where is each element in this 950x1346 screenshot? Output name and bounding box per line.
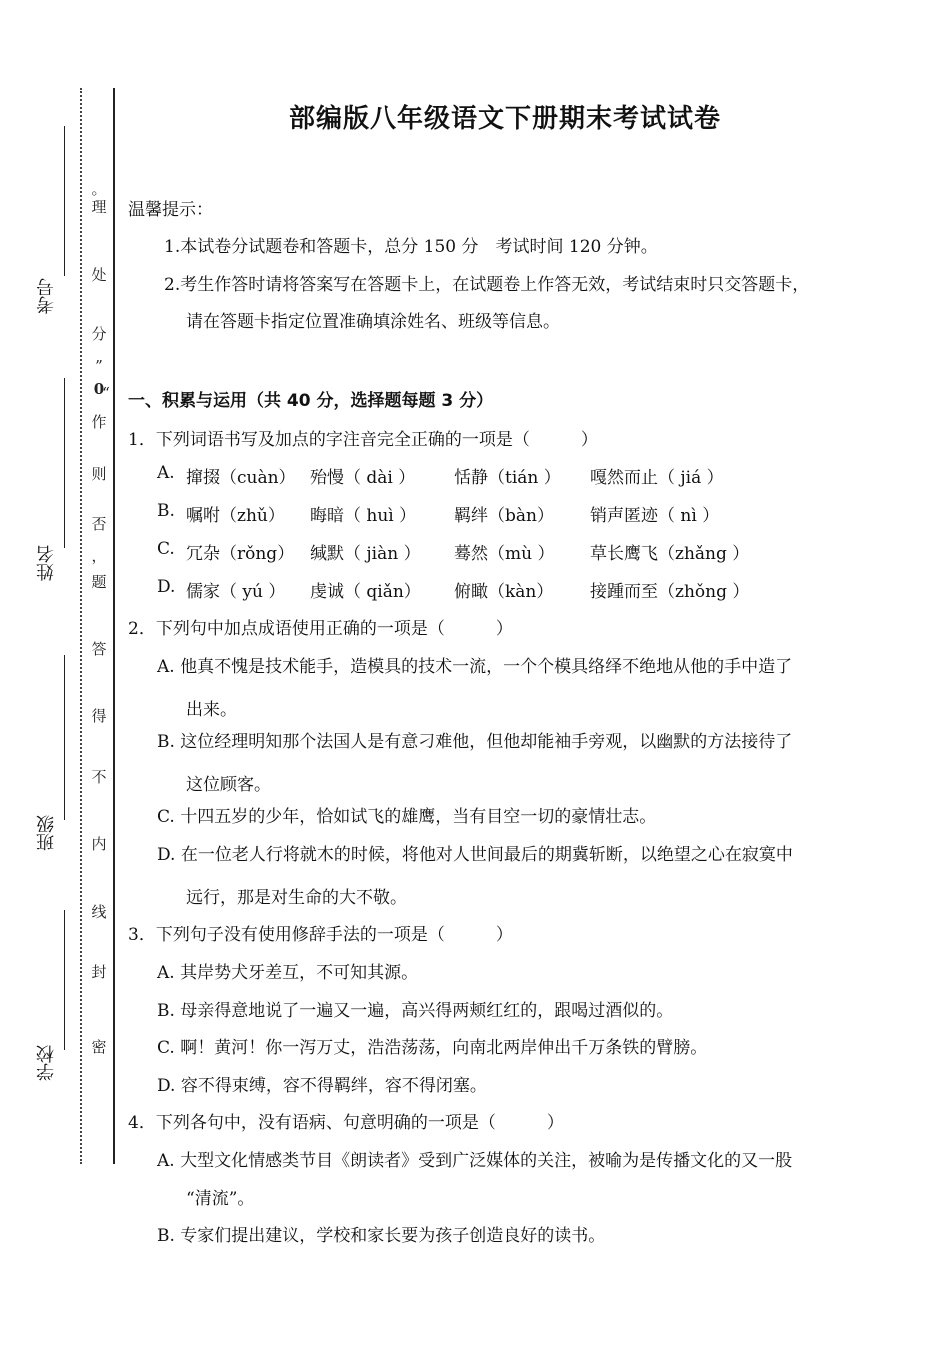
option-term: 冗杂（rǒng） [186, 544, 295, 564]
question-2-option-a: A. 他真不愧是技术能手，造模具的技术一流，一个个模具络绎不绝地从他的手中造了 [157, 657, 793, 677]
seal-dotted-line [80, 88, 82, 1164]
seal-char: 密 [91, 1038, 107, 1056]
question-4-stem: 4．下列各句中，没有语病、句意明确的一项是（ ） [128, 1113, 564, 1133]
seal-char: 则 [91, 465, 107, 483]
option-term: 蓦然（mù ） [454, 544, 555, 564]
seal-char: ， [91, 547, 107, 565]
binding-line [64, 378, 65, 548]
seal-char: 答 [91, 640, 107, 658]
option-term: 销声匿迹（ nì ） [590, 506, 720, 526]
question-2-option-a-cont: 出来。 [186, 700, 237, 720]
option-letter: D. [157, 577, 176, 597]
tips-heading: 温馨提示： [128, 200, 213, 220]
question-2-option-d-cont: 远行，那是对生命的大不敬。 [186, 888, 407, 908]
school-label: 学校 [36, 1045, 57, 1081]
question-4-option-a: A. 大型文化情感类节目《朗读者》受到广泛媒体的关注，被喻为是传播文化的又一股 [157, 1151, 793, 1171]
option-letter: A. [157, 463, 175, 483]
question-2-option-d: D. 在一位老人行将就木的时候，将他对人世间最后的期冀斩断，以绝望之心在寂寞中 [157, 845, 793, 865]
question-3-stem: 3．下列句子没有使用修辞手法的一项是（ ） [128, 925, 513, 945]
seal-char: 封 [91, 963, 107, 981]
seal-char: ” [95, 357, 103, 375]
seal-char: 否 [91, 515, 107, 533]
option-term: 晦暗（ huì ） [310, 506, 417, 526]
option-term: 嘎然而止（ jiá ） [590, 468, 724, 488]
tips-line-1: 1.本试卷分试题卷和答题卡，总分 150 分 考试时间 120 分钟。 [164, 237, 658, 257]
option-term: 儒家（ yú ） [186, 582, 286, 602]
question-3-option-d: D. 容不得束缚，容不得羁绊，容不得闭塞。 [157, 1076, 487, 1096]
page-title: 部编版八年级语文下册期末考试试卷 [288, 104, 721, 134]
option-term: 接踵而至（zhǒng ） [590, 582, 750, 602]
exam-number-label: 考号 [36, 278, 57, 314]
option-term: 草长鹰飞（zhǎng ） [590, 544, 750, 564]
option-term: 缄默（ jiàn ） [310, 544, 421, 564]
option-term: 羁绊（bàn） [454, 506, 554, 526]
question-2-option-c: C. 十四五岁的少年，恰如试飞的雄鹰，当有目空一切的豪情壮志。 [157, 807, 657, 827]
option-term: 俯瞰（kàn） [454, 582, 554, 602]
option-letter: B. [157, 501, 175, 521]
question-1-stem: 1．下列词语书写及加点的字注音完全正确的一项是（ ） [128, 430, 598, 450]
option-term: 殆慢（ dài ） [310, 468, 416, 488]
seal-char: 0 [93, 380, 105, 398]
seal-char: 不 [91, 768, 107, 786]
seal-char: 线 [91, 903, 107, 921]
binding-line [64, 126, 65, 276]
option-term: 撺掇（cuàn） [186, 468, 296, 488]
class-label: 班级 [36, 815, 57, 851]
seal-char: 分 [91, 325, 107, 343]
tips-line-2: 2.考生作答时请将答案写在答题卡上，在试题卷上作答无效，考试结束时只交答题卡， [164, 275, 810, 295]
tips-line-3: 请在答题卡指定位置准确填涂姓名、班级等信息。 [186, 312, 560, 332]
binding-line [64, 655, 65, 820]
seal-char: 题 [91, 573, 107, 591]
seal-char: “ [102, 384, 110, 402]
seal-char: 处 [91, 266, 107, 284]
seal-char: 得 [91, 707, 107, 725]
seal-char: 理 [91, 198, 107, 216]
seal-solid-line [113, 88, 115, 1164]
binding-margin [0, 0, 125, 1346]
section-heading: 一、积累与运用（共 40 分，选择题每题 3 分） [128, 391, 494, 411]
binding-line [64, 910, 65, 1050]
question-2-option-b-cont: 这位顾客。 [186, 775, 271, 795]
seal-char: 内 [91, 835, 107, 853]
option-term: 嘱咐（zhǔ） [186, 506, 285, 526]
question-3-option-c: C. 啊！黄河！你一泻万丈，浩浩荡荡，向南北两岸伸出千万条铁的臂膀。 [157, 1038, 708, 1058]
option-letter: C. [157, 539, 175, 559]
seal-char: 作 [91, 413, 107, 431]
question-3-option-b: B. 母亲得意地说了一遍又一遍，高兴得两颊红红的，跟喝过酒似的。 [157, 1001, 674, 1021]
name-label: 姓名 [36, 545, 57, 581]
seal-char: 。 [91, 180, 107, 198]
option-term: 虔诚（ qiǎn） [310, 582, 421, 602]
question-2-option-b: B. 这位经理明知那个法国人是有意刁难他，但他却能袖手旁观，以幽默的方法接待了 [157, 732, 793, 752]
question-2-stem: 2．下列句中加点成语使用正确的一项是（ ） [128, 619, 513, 639]
option-term: 恬静（tián ） [454, 468, 561, 488]
question-3-option-a: A. 其岸势犬牙差互，不可知其源。 [157, 963, 419, 983]
question-4-option-b: B. 专家们提出建议，学校和家长要为孩子创造良好的读书。 [157, 1226, 606, 1246]
question-4-option-a-cont: “清流”。 [186, 1189, 255, 1209]
